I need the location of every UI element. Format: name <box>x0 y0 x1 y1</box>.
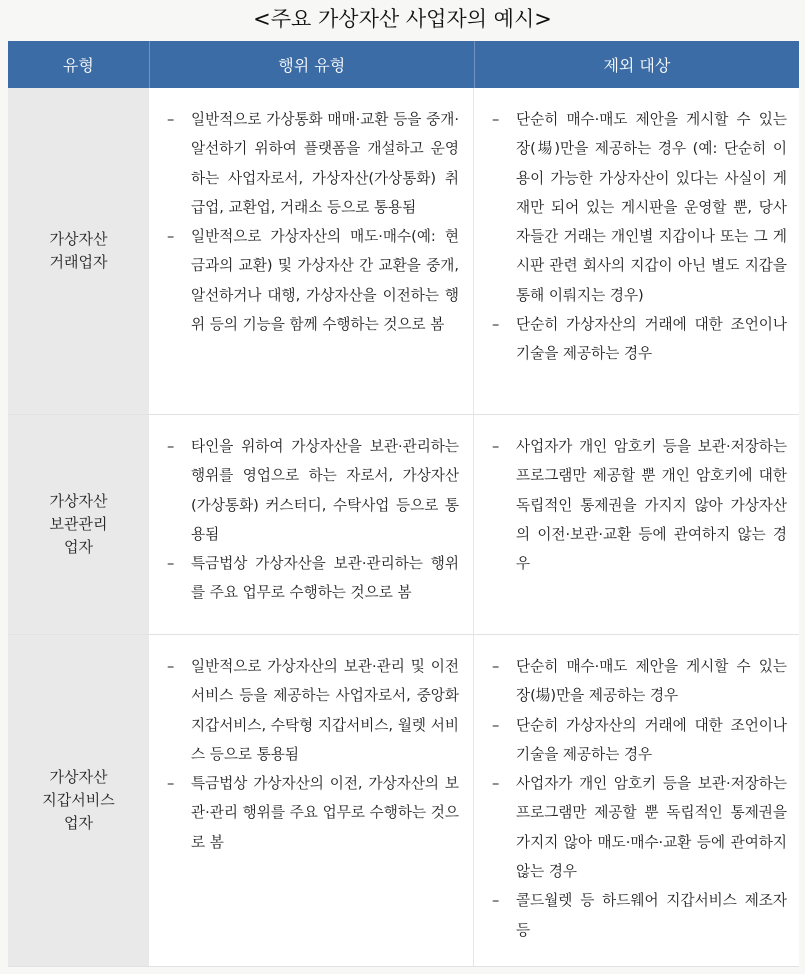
list-item: – 일반적으로 가상통화 매매·교환 등을 중개·알선하기 위하여 플랫폼을 개설하고 운영하는 사업자로서, 가상자산(가상통화) 취급업, 교환업, 거래소 등으로 통용됨 <box>167 111 459 216</box>
list-item: – 콜드월렛 등 하드웨어 지갑서비스 제조자 등 <box>492 892 787 939</box>
crypto-business-table <box>8 41 799 967</box>
header-excluded: 제외 대상 <box>603 56 671 75</box>
list-item: – 특금법상 가상자산을 보관·관리하는 행위를 주요 업무로 수행하는 것으로 봄 <box>167 555 459 602</box>
list-item: – 사업자가 개인 암호키 등을 보관·저장하는 프로그램만 제공할 뿐 개인 암호키에 대한 독립적인 통제권을 가지지 않아 가상자산의 이전·보관·교환 등에 관여하지 않는 경우 <box>492 438 787 573</box>
header-activity: 행위 유형 <box>150 41 475 88</box>
list-item: – 타인을 위하여 가상자산을 보관·관리하는 행위를 영업으로 하는 자로서, 가상자산(가상통화) 커스터디, 수탁사업 등으로 통용됨 <box>167 438 459 543</box>
activity-cell <box>149 415 474 634</box>
list-item: – 단순히 가상자산의 거래에 대한 조언이나 기술을 제공하는 경우 <box>492 716 787 763</box>
row-type: 가상자산 지갑서비스 업자 <box>8 635 149 966</box>
list-item: – 일반적으로 가상자산의 매도·매수(예: 현금과의 교환) 및 가상자산 간 교환을 중개, 알선하거나 대행, 가상자산을 이전하는 행위 등의 기능을 함께 수행하는 것으로 봄 <box>167 228 459 334</box>
table-row <box>8 88 799 415</box>
activity-cell <box>149 635 474 966</box>
list-item: – 단순히 매수·매도 제안을 게시할 수 있는 장(場)만을 제공하는 경우 <box>492 658 787 705</box>
list-item: – 일반적으로 가상자산의 보관·관리 및 이전 서비스 등을 제공하는 사업자로서, 중앙화 지갑서비스, 수탁형 지갑서비스, 월렛 서비스 등으로 통용됨 <box>167 658 459 763</box>
row-type: 가상자산 보관관리 업자 <box>8 415 149 634</box>
row-type: 가상자산 거래업자 <box>8 88 149 414</box>
table-row <box>8 635 799 967</box>
list-item: – 단순히 가상자산의 거래에 대한 조언이나 기술을 제공하는 경우 <box>492 316 787 363</box>
activity-cell <box>149 88 474 414</box>
excluded-cell <box>474 635 799 966</box>
table-header <box>8 41 799 88</box>
table-row <box>8 415 799 635</box>
list-item: – 단순히 매수·매도 제안을 게시할 수 있는 장(場)만을 제공하는 경우 (예: 단순히 이용이 가능한 가상자산이 있다는 사실이 게재만 되어 있는 게시판을 운영할 뿐, 당사자들간 거래는 개인별 지갑이나 또는 그 게시판 관련 회사의 지갑이 아닌 별도 지갑을 통해 이뤄지는 경우) <box>492 111 787 304</box>
list-item: – 특금법상 가상자산의 이전, 가상자산의 보관·관리 행위를 주요 업무로 수행하는 것으로 봄 <box>167 775 459 851</box>
excluded-cell <box>474 415 799 634</box>
list-item: – 사업자가 개인 암호키 등을 보관·저장하는 프로그램만 제공할 뿐 독립적인 통제권을 가지지 않아 매도·매수·교환 등에 관여하지 않는 경우 <box>492 775 787 881</box>
header-type: 유형 <box>8 41 150 88</box>
page-title: <주요 가상자산 사업자의 예시> <box>253 7 552 31</box>
excluded-cell <box>474 88 799 414</box>
